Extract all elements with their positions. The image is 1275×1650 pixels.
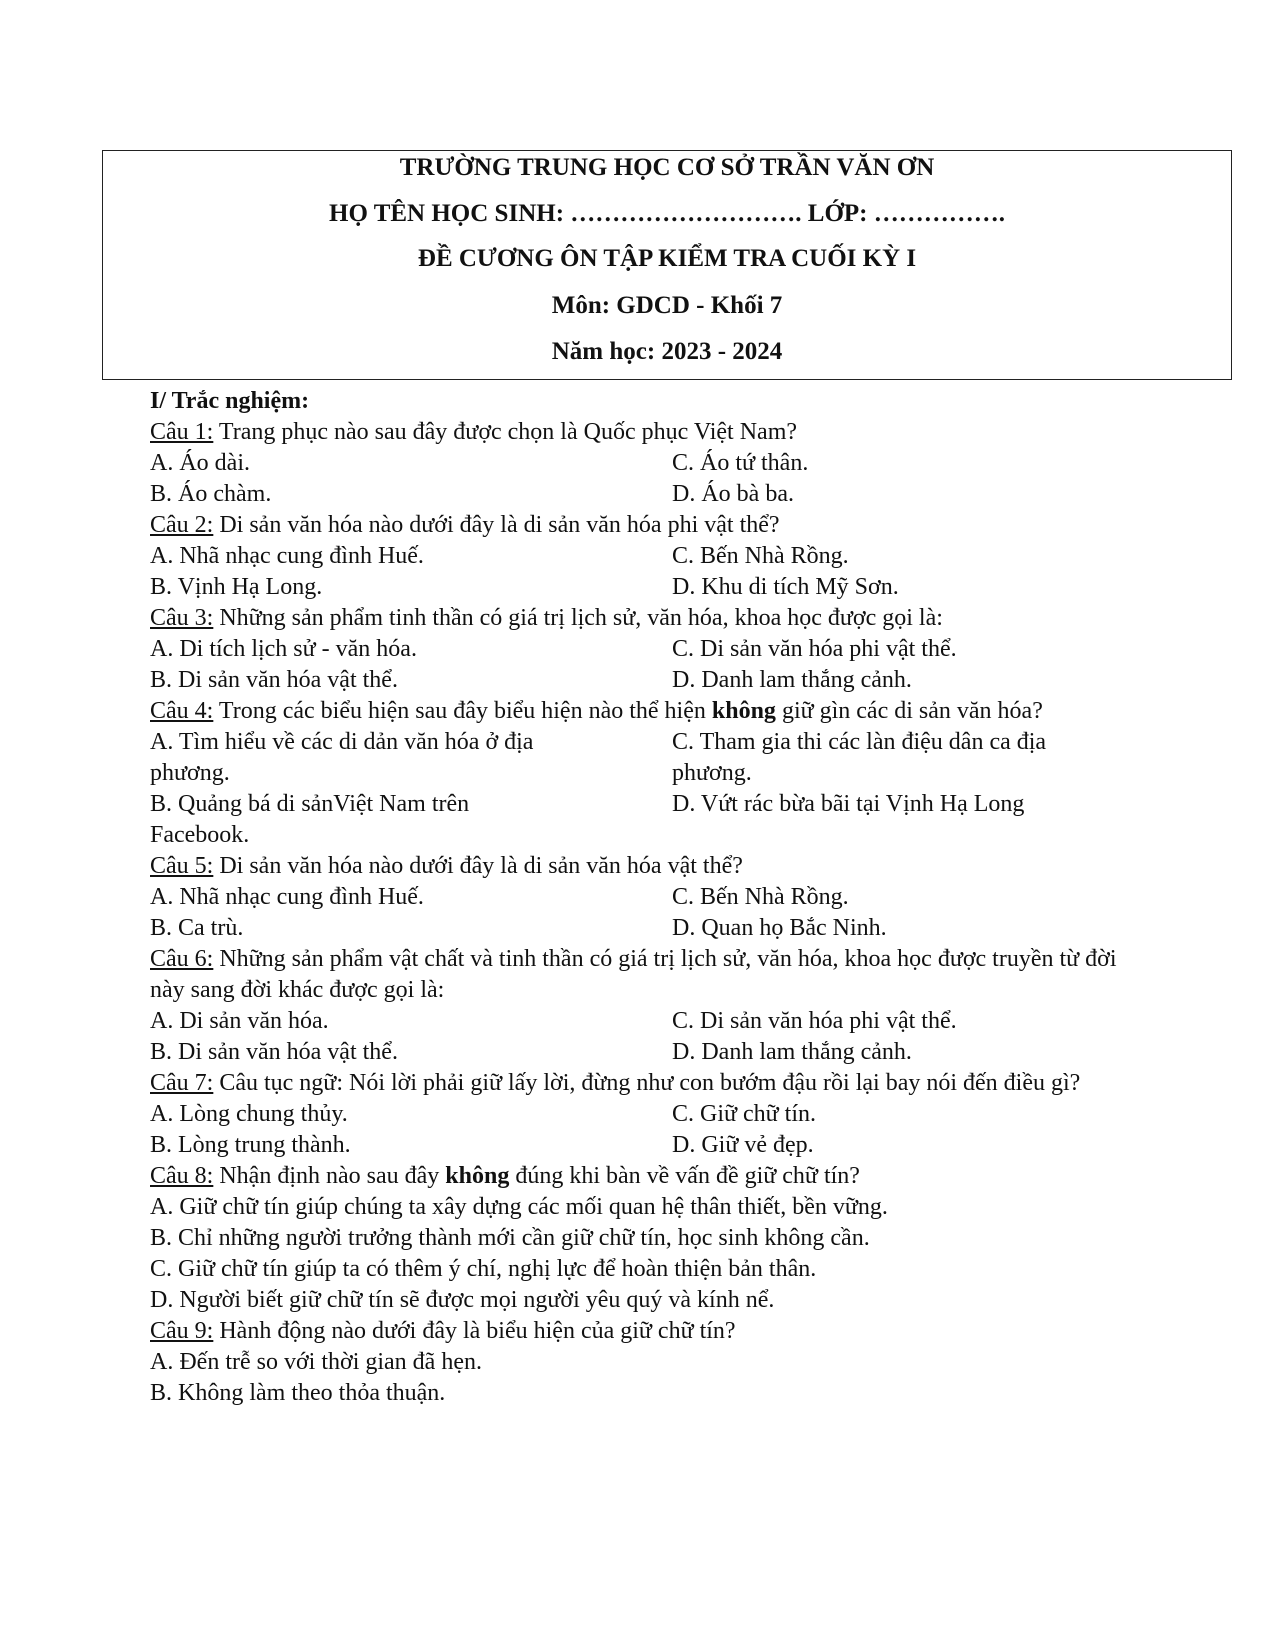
document-title: ĐỀ CƯƠNG ÔN TẬP KIỂM TRA CUỐI KỲ I [417,245,917,272]
option-c: C. Di sản văn hóa phi vật thể. [672,636,957,662]
school-year: Năm học: 2023 - 2024 [551,338,783,365]
section-title: I/ Trắc nghiệm: [150,388,310,414]
option-row [150,448,1150,479]
question-1 [150,417,1150,448]
option-a: A. Nhã nhạc cung đình Huế. [150,543,424,569]
option-d: D. Danh lam thắng cảnh. [672,1039,912,1065]
question-label: Câu 8: [150,1163,214,1189]
question-text: Di sản văn hóa nào dưới đây là di sản văn hóa phi vật thể? [213,512,780,538]
question-label: Câu 3: [150,605,214,631]
question-emphasis: không [711,698,776,724]
option-c: C. Bến Nhà Rồng. [672,543,849,569]
option-a: A. Tìm hiểu về các di dản văn hóa ở địa phương. [150,729,534,786]
option-d: D. Người biết giữ chữ tín sẽ được mọi người yêu quý và kính nể. [150,1287,775,1313]
option-b: B. Quảng bá di sảnViệt Nam trên Facebook. [150,791,470,848]
option-row [150,882,1150,913]
question-label: Câu 6: [150,946,214,972]
option-d: D. Danh lam thắng cảnh. [672,667,912,693]
question-2 [150,510,1150,541]
question-text: Di sản văn hóa nào dưới đây là di sản văn hóa vật thể? [213,853,743,879]
option-row [150,1037,1150,1068]
option-b: B. Chỉ những người trưởng thành mới cần giữ chữ tín, học sinh không cần. [150,1225,870,1251]
question-7 [150,1068,1120,1099]
question-3 [150,603,1150,634]
option-row [150,1130,1150,1161]
option-row [150,1006,1150,1037]
option-b: B. Áo chàm. [150,481,272,507]
question-9 [150,1316,1150,1347]
option-b: B. Ca trù. [150,915,244,941]
question-text: Nhận định nào sau đây [213,1163,446,1189]
option-b: B. Di sản văn hóa vật thể. [150,1039,398,1065]
option-a: A. Lòng chung thủy. [150,1101,348,1127]
question-text: Những sản phẩm tinh thần có giá trị lịch sử, văn hóa, khoa học được gọi là: [213,605,943,631]
question-label: Câu 9: [150,1318,214,1344]
header-box [102,150,1232,380]
option-b: B. Vịnh Hạ Long. [150,574,323,600]
question-text: Câu tục ngữ: Nói lời phải giữ lấy lời, đừng như con bướm đậu rồi lại bay nói đến điều gì? [213,1070,1081,1096]
school-name: TRƯỜNG TRUNG HỌC CƠ SỞ TRẦN VĂN ƠN [399,154,935,181]
option-b: B. Di sản văn hóa vật thể. [150,667,398,693]
question-label: Câu 4: [150,698,214,724]
question-text: đúng khi bàn về vấn đề giữ chữ tín? [509,1163,860,1189]
option-row [150,913,1150,944]
option-row [150,541,1150,572]
option-a: A. Di sản văn hóa. [150,1008,329,1034]
option-c: C. Giữ chữ tín. [672,1101,817,1127]
question-list [150,386,1150,1409]
option-row [150,789,1150,851]
question-label: Câu 7: [150,1070,214,1096]
option-c: C. Áo tứ thân. [672,450,809,476]
question-4 [150,696,1150,727]
option-c: C. Bến Nhà Rồng. [672,884,849,910]
question-6 [150,944,1120,1006]
option-a: A. Di tích lịch sử - văn hóa. [150,636,417,662]
option-d: D. Khu di tích Mỹ Sơn. [672,574,899,600]
subject-line: Môn: GDCD - Khối 7 [551,292,783,319]
option-a: A. Đến trễ so với thời gian đã hẹn. [150,1349,482,1375]
question-text: Hành động nào dưới đây là biểu hiện của giữ chữ tín? [213,1318,736,1344]
question-8 [150,1161,1150,1192]
option-row [150,479,1150,510]
option-b: B. Không làm theo thỏa thuận. [150,1380,446,1406]
question-label: Câu 2: [150,512,214,538]
option-row [150,665,1150,696]
option-row [150,1099,1150,1130]
question-5 [150,851,1150,882]
option-c: C. Tham gia thi các làn điệu dân ca địa phương. [672,729,1047,786]
option-d: D. Vứt rác bừa bãi tại Vịnh Hạ Long [672,791,1025,817]
option-row [150,572,1150,603]
question-text: Trong các biểu hiện sau đây biểu hiện nào thể hiện [213,698,712,724]
option-d: D. Áo bà ba. [672,481,794,507]
question-label: Câu 1: [150,419,214,445]
option-b: B. Lòng trung thành. [150,1132,351,1158]
option-row [150,634,1150,665]
question-emphasis: không [445,1163,510,1189]
question-text: Những sản phẩm vật chất và tinh thần có giá trị lịch sử, văn hóa, khoa học được truyền từ đời này sang đời khác được gọi là: [150,946,1117,1003]
option-c: C. Di sản văn hóa phi vật thể. [672,1008,957,1034]
question-text: Trang phục nào sau đây được chọn là Quốc phục Việt Nam? [213,419,798,445]
option-d: D. Giữ vẻ đẹp. [672,1132,814,1158]
option-row [150,727,1150,789]
option-d: D. Quan họ Bắc Ninh. [672,915,887,941]
option-a: A. Giữ chữ tín giúp chúng ta xây dựng các mối quan hệ thân thiết, bền vững. [150,1194,888,1220]
question-text: giữ gìn các di sản văn hóa? [775,698,1043,724]
student-info-line: HỌ TÊN HỌC SINH: ………………………. LỚP: ……………. [329,200,1005,227]
option-a: A. Nhã nhạc cung đình Huế. [150,884,424,910]
option-a: A. Áo dài. [150,450,250,476]
option-c: C. Giữ chữ tín giúp ta có thêm ý chí, nghị lực để hoàn thiện bản thân. [150,1256,817,1282]
question-label: Câu 5: [150,853,214,879]
